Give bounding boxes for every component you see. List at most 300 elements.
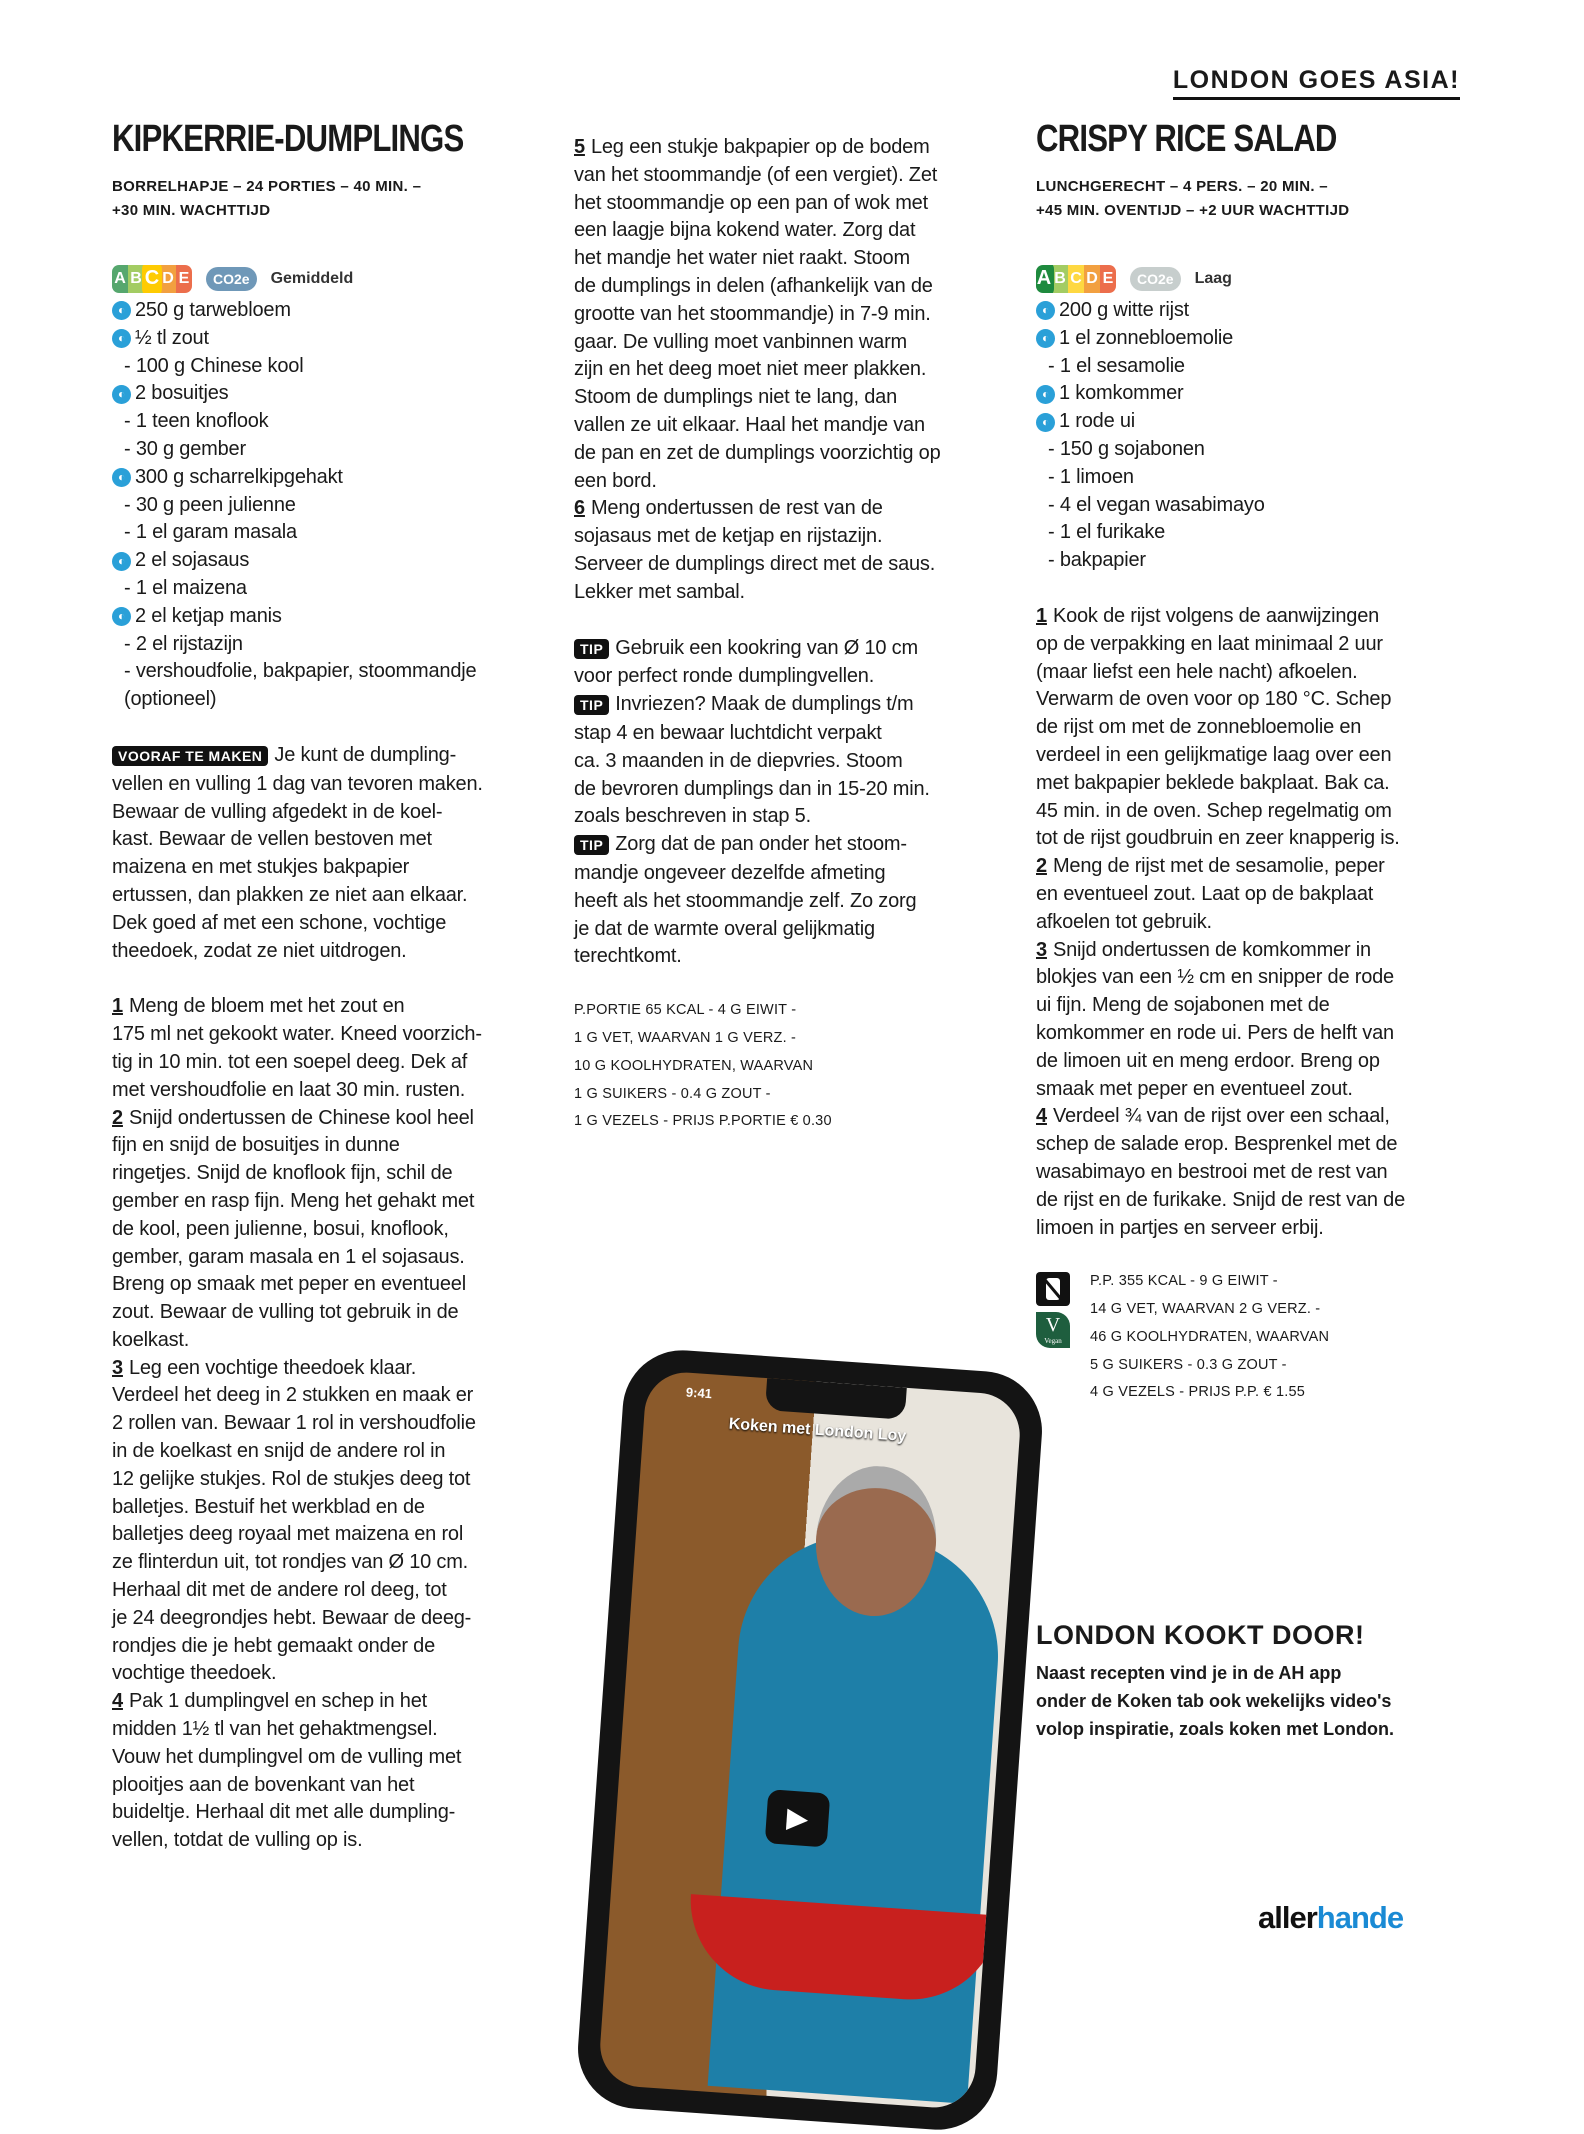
text-line <box>574 888 1014 916</box>
nutrition-info <box>574 997 1014 1136</box>
recipe-title: KIPKERRIE-DUMPLINGS <box>112 118 464 160</box>
line-text: en eventueel zout. Laat op de bakplaat <box>1036 882 1374 905</box>
text-line <box>112 1799 552 1827</box>
line-text: balletjes. Bestuif het werkblad en de <box>112 1495 425 1518</box>
line-text: komkommer en rode ui. Pers de helft van <box>1036 1021 1394 1044</box>
line-text: (maar liefst een hele nacht) afkoelen. <box>1036 660 1358 683</box>
text-line <box>112 1216 552 1244</box>
co2-cloud-icon: CO2e <box>206 267 257 291</box>
line-text: de rijst en de furikake. Snijd de rest van de <box>1036 1188 1405 1211</box>
co2-rating: Laag <box>1194 270 1232 287</box>
line-text: Zorg dat de pan onder het stoom- <box>615 833 907 856</box>
line-text: een laagje bijna kokend water. Zorg dat <box>574 219 916 242</box>
line-text: ringetjes. Snijd de knoflook fijn, schil de <box>112 1162 453 1185</box>
ingredient-item <box>1036 325 1476 353</box>
line-text: met vershoudfolie en laat 30 min. rusten. <box>112 1078 466 1101</box>
text-line <box>1036 714 1476 742</box>
text-line <box>112 1271 552 1299</box>
ingredient-item <box>112 547 552 575</box>
text-line <box>574 635 1014 664</box>
line-text: de dumplings in delen (afhankelijk van de <box>574 274 933 297</box>
allergen-icon: ◐ <box>112 301 131 320</box>
step-4 <box>1036 1103 1476 1242</box>
line-text: een bord. <box>574 469 657 492</box>
chef-photo <box>708 1527 1006 2104</box>
text-line <box>574 691 1014 720</box>
step-number: 6 <box>574 497 585 520</box>
text-line <box>112 1105 552 1133</box>
nutriscore-a: A <box>1036 265 1054 293</box>
text-line <box>112 1327 552 1355</box>
text-line <box>112 854 552 882</box>
line-text: 45 min. in de oven. Schep regelmatig om <box>1036 799 1392 822</box>
nutriscore-badge <box>112 265 192 293</box>
line-text: grootte van het stoommandje) in 7-9 min. <box>574 302 931 325</box>
nutrition-block <box>1036 1268 1476 1407</box>
step-3 <box>112 1355 552 1689</box>
line-text: stap 4 en bewaar luchtdicht verpakt <box>574 721 882 744</box>
text-line <box>1036 1159 1476 1187</box>
promo-block <box>1036 1620 1476 1743</box>
line-text: theedoek, zodat ze niet uitdrogen. <box>112 939 407 962</box>
phone-notch <box>765 1378 907 1420</box>
text-line: +45 MIN. OVENTIJD – +2 UUR WACHTTIJD <box>1036 202 1350 219</box>
line-text: gember en rasp fijn. Meng het gehakt met <box>112 1189 475 1212</box>
recipe-title: CRISPY RICE SALAD <box>1036 118 1337 160</box>
step-4 <box>112 1688 552 1855</box>
text-line <box>112 1438 552 1466</box>
text-line <box>112 1716 552 1744</box>
ingredient-item <box>112 492 552 520</box>
text-line <box>574 245 1014 273</box>
text-line: +30 MIN. WACHTTIJD <box>112 202 271 219</box>
text-line <box>574 663 1014 691</box>
text-line <box>1036 603 1476 631</box>
ingredient-item <box>1036 436 1476 464</box>
text-line <box>574 190 1014 218</box>
text-line <box>112 882 552 910</box>
text-line <box>1036 1187 1476 1215</box>
step-number: 5 <box>574 136 585 158</box>
line-text: zoals beschreven in stap 5. <box>574 805 811 828</box>
no-alcohol-icon <box>1036 1272 1070 1306</box>
step-6 <box>574 495 1014 606</box>
line-text: Invriezen? Maak de dumplings t/m <box>615 693 914 716</box>
text-line <box>1036 659 1476 687</box>
text-line <box>112 771 552 799</box>
line-text: vochtige theedoek. <box>112 1662 277 1685</box>
text-line <box>574 384 1014 412</box>
text-line <box>112 1633 552 1661</box>
text-line <box>112 826 552 854</box>
line-text: Verwarm de oven voor op 180 °C. Schep <box>1036 688 1392 711</box>
ingredient-text: - 30 g gember <box>124 437 246 460</box>
step-number: 2 <box>1036 855 1047 878</box>
text-line <box>112 1382 552 1410</box>
step-1 <box>1036 603 1476 853</box>
step-5 <box>574 134 1014 495</box>
text-line <box>574 273 1014 301</box>
allergen-icon: ◐ <box>112 607 131 626</box>
line-text: limoen in partjes en serveer erbij. <box>1036 1216 1324 1239</box>
text-line <box>112 910 552 938</box>
nutrition-info <box>1090 1268 1329 1407</box>
line-text: heeft als het stoommandje zelf. Zo zorg <box>574 889 917 912</box>
nutriscore-d: D <box>160 265 176 293</box>
line-text: Breng op smaak met peper en eventueel <box>112 1273 466 1296</box>
ingredient-text: 300 g scharrelkipgehakt <box>135 465 343 488</box>
text-line <box>574 329 1014 357</box>
text-line <box>574 860 1014 888</box>
line-text: ze flinterdun uit, tot rondjes van Ø 10 cm. <box>112 1551 469 1574</box>
text-line: 10 G KOOLHYDRATEN, WAARVAN <box>574 1057 814 1074</box>
ingredient-item <box>112 380 552 408</box>
ingredient-list <box>112 297 552 714</box>
ingredient-text: - 2 el rijstazijn <box>124 632 243 655</box>
line-text: Herhaal dit met de andere rol deeg, tot <box>112 1579 447 1602</box>
line-text: Kook de rijst volgens de aanwijzingen <box>1052 604 1380 627</box>
ingredient-item <box>112 603 552 631</box>
line-text: het stoommandje op een pan of wok met <box>574 191 928 214</box>
badges <box>112 261 552 297</box>
text-line <box>112 1355 552 1383</box>
ingredient-list <box>1036 297 1476 575</box>
line-text: Meng de rijst met de sesamolie, peper <box>1052 855 1385 878</box>
line-text: Dek goed af met een schone, vochtige <box>112 911 447 934</box>
text-line <box>574 495 1014 523</box>
text-line: 1 G VEZELS - PRIJS P.PORTIE € 0.30 <box>574 1113 832 1130</box>
text-line <box>574 943 1014 971</box>
ingredient-text: - bakpapier <box>1048 549 1146 572</box>
line-text: voor perfect ronde dumplingvellen. <box>574 665 875 688</box>
ingredient-text: - 1 el furikake <box>1048 521 1166 544</box>
text-line <box>112 1049 552 1077</box>
line-text: je dat de warmte overal gelijkmatig <box>574 917 875 940</box>
line-text: sojasaus met de ketjap en rijstazijn. <box>574 525 883 548</box>
text-line <box>1036 742 1476 770</box>
line-text: 2 rollen van. Bewaar 1 rol in vershoudfolie <box>112 1412 476 1435</box>
ingredient-item <box>112 631 552 659</box>
line-text: plooitjes aan de bovenkant van het <box>112 1773 415 1796</box>
line-text: ui fijn. Meng de sojabonen met de <box>1036 994 1330 1017</box>
line-text: vallen ze uit elkaar. Haal het mandje van <box>574 413 925 436</box>
line-text: Leg een vochtige theedoek klaar. <box>128 1356 417 1379</box>
text-line <box>1036 909 1476 937</box>
ingredient-text: - 1 el maizena <box>124 576 247 599</box>
text-line <box>112 1021 552 1049</box>
line-text: zijn en het deeg moet niet meer plakken. <box>574 358 927 381</box>
text-line: 46 G KOOLHYDRATEN, WAARVAN <box>1090 1328 1330 1345</box>
text-line: volop inspiratie, zoals koken met London. <box>1036 1719 1395 1739</box>
line-text: je 24 deegrondjes hebt. Bewaar de deeg- <box>112 1606 472 1629</box>
step-number: 1 <box>1036 604 1047 627</box>
line-text: rondjes die je hebt gemaakt onder de <box>112 1634 436 1657</box>
text-line: 14 G VET, WAARVAN 2 G VERZ. - <box>1090 1301 1321 1318</box>
ingredient-text: - 1 el sesamolie <box>1048 354 1185 377</box>
promo-title: LONDON KOOKT DOOR! <box>1036 1620 1365 1650</box>
allergen-icon: ◐ <box>112 468 131 487</box>
allergen-icon: ◐ <box>112 385 131 404</box>
text-line <box>1036 964 1476 992</box>
steps-list <box>1036 603 1476 1242</box>
nutriscore-b: B <box>128 265 144 293</box>
line-text: de limoen uit en meng erdoor. Breng op <box>1036 1049 1380 1072</box>
text-line <box>112 1744 552 1772</box>
line-text: Verdeel het deeg in 2 stukken en maak er <box>112 1384 474 1407</box>
text-line <box>574 440 1014 468</box>
line-text: balletjes deeg royaal met maizena en rol <box>112 1523 464 1546</box>
nutriscore-c: C <box>142 265 162 293</box>
line-text: Snijd ondertussen de komkommer in <box>1052 938 1371 961</box>
text-line <box>1036 881 1476 909</box>
ingredient-item <box>1036 519 1476 547</box>
line-text: de bevroren dumplings dan in 15-20 min. <box>574 777 930 800</box>
ingredient-item <box>1036 380 1476 408</box>
text-line: 4 G VEZELS - PRIJS P.P. € 1.55 <box>1090 1384 1306 1401</box>
prep-tag: VOORAF TE MAKEN <box>112 746 268 766</box>
line-text: 175 ml net gekookt water. Kneed voorzich- <box>112 1023 482 1046</box>
promo-text <box>1036 1659 1476 1743</box>
line-text: Gebruik een kookring van Ø 10 cm <box>615 636 918 659</box>
text-line: 5 G SUIKERS - 0.3 G ZOUT - <box>1090 1356 1287 1373</box>
text-line: 1 G VET, WAARVAN 1 G VERZ. - <box>574 1029 797 1046</box>
line-text: vellen, totdat de vulling op is. <box>112 1829 363 1852</box>
allergen-icon: ◐ <box>1036 385 1055 404</box>
tip-tag: TIP <box>574 695 609 715</box>
text-line: onder de Koken tab ook wekelijks video's <box>1036 1691 1392 1711</box>
text-line <box>1036 770 1476 798</box>
text-line <box>574 579 1014 607</box>
ingredient-text: - vershoudfolie, bakpapier, stoommandje <box>124 660 477 683</box>
text-line <box>112 1688 552 1716</box>
text-line <box>112 1577 552 1605</box>
text-line <box>1036 992 1476 1020</box>
ingredient-item <box>112 658 552 686</box>
recipe-kipkerrie-continued <box>574 134 1014 1136</box>
line-text: schep de salade erop. Besprenkel met de <box>1036 1133 1398 1156</box>
line-text: afkoelen tot gebruik. <box>1036 910 1212 933</box>
text-line <box>574 356 1014 384</box>
nutriscore-e: E <box>1100 265 1116 293</box>
section-title: LONDON GOES ASIA! <box>1173 66 1460 100</box>
text-line <box>1036 1020 1476 1048</box>
text-line <box>574 412 1014 440</box>
vegan-icon: V Vegan <box>1036 1312 1070 1348</box>
ingredient-text: - 30 g peen julienne <box>124 493 296 516</box>
text-line <box>112 1244 552 1272</box>
video-title: Koken met London Loy <box>728 1415 907 1445</box>
text-line <box>574 776 1014 804</box>
ingredient-text: ½ tl zout <box>135 326 209 349</box>
line-text: Leg een stukje bakpapier op de bodem <box>590 136 930 158</box>
step-number: 1 <box>112 995 123 1018</box>
nutriscore-b: B <box>1052 265 1068 293</box>
tip-tag: TIP <box>574 639 609 659</box>
recipe-meta <box>112 175 552 223</box>
allergen-icon: ◐ <box>112 552 131 571</box>
line-text: Je kunt de dumpling- <box>274 743 457 766</box>
step-number: 4 <box>1036 1105 1047 1128</box>
text-line <box>1036 937 1476 965</box>
tips-list <box>574 635 1014 972</box>
line-text: de pan en zet de dumplings voorzichtig op <box>574 441 941 464</box>
text-line: LUNCHGERECHT – 4 PERS. – 20 MIN. – <box>1036 178 1328 195</box>
line-text: tig in 10 min. tot een soepel deeg. Dek af <box>112 1050 468 1073</box>
tip-tag: TIP <box>574 835 609 855</box>
steps-list <box>112 993 552 1855</box>
ingredient-item <box>1036 492 1476 520</box>
ingredient-text: (optioneel) <box>124 688 217 711</box>
line-text: ca. 3 maanden in de diepvries. Stoom <box>574 749 903 772</box>
line-text: Serveer de dumplings direct met de saus. <box>574 552 936 575</box>
text-line <box>112 1132 552 1160</box>
text-line <box>112 1077 552 1105</box>
allergen-icon: ◐ <box>1036 301 1055 320</box>
line-text: vellen en vulling 1 dag van tevoren maken. <box>112 772 483 795</box>
step-1 <box>112 993 552 1104</box>
line-text: Pak 1 dumplingvel en schep in het <box>128 1690 427 1713</box>
ingredient-item <box>112 686 552 714</box>
ingredient-item <box>112 297 552 325</box>
text-line <box>574 523 1014 551</box>
line-text: fijn en snijd de bosuitjes in dunne <box>112 1134 400 1157</box>
text-line: P.P. 355 KCAL - 9 G EIWIT - <box>1090 1273 1278 1290</box>
text-line <box>574 468 1014 496</box>
recipe-meta <box>1036 175 1476 223</box>
ingredient-text: - 100 g Chinese kool <box>124 354 304 377</box>
ingredient-item <box>112 464 552 492</box>
line-text: de kool, peen julienne, bosui, knoflook, <box>112 1217 449 1240</box>
line-text: terechtkomt. <box>574 945 682 968</box>
allergen-icon: ◐ <box>112 329 131 348</box>
text-line <box>112 1494 552 1522</box>
text-line <box>1036 1076 1476 1104</box>
line-text: Meng de bloem met het zout en <box>128 995 405 1018</box>
ingredient-item <box>1036 408 1476 436</box>
text-line <box>1036 686 1476 714</box>
text-line <box>1036 798 1476 826</box>
line-text: Verdeel ¾ van de rijst over een schaal, <box>1052 1105 1390 1128</box>
text-line <box>112 742 552 771</box>
text-line <box>574 134 1014 162</box>
ingredient-text: 1 rode ui <box>1059 410 1136 433</box>
badges <box>1036 261 1476 297</box>
line-text: Stoom de dumplings niet te lang, dan <box>574 386 898 409</box>
line-text: ertussen, dan plakken ze niet aan elkaar. <box>112 883 468 906</box>
play-icon[interactable]: ▶ <box>765 1789 831 1847</box>
ingredient-text: 2 el ketjap manis <box>135 604 282 627</box>
step-number: 3 <box>1036 938 1047 961</box>
recipe-kipkerrie <box>112 118 552 1855</box>
ingredient-text: 2 el sojasaus <box>135 549 250 572</box>
nutriscore-badge <box>1036 265 1116 293</box>
text-line: P.PORTIE 65 KCAL - 4 G EIWIT - <box>574 1002 797 1019</box>
line-text: buideltje. Herhaal dit met alle dumpling- <box>112 1801 456 1824</box>
ingredient-text: 250 g tarwebloem <box>135 299 291 321</box>
text-line: Naast recepten vind je in de AH app <box>1036 1663 1342 1683</box>
line-text: in de koelkast en snijd de andere rol in <box>112 1440 446 1463</box>
ingredient-item <box>112 575 552 603</box>
nutriscore-d: D <box>1084 265 1100 293</box>
text-line <box>574 301 1014 329</box>
ingredient-text: 1 el zonnebloemolie <box>1059 326 1234 349</box>
line-text: op de verpakking en laat minimaal 2 uur <box>1036 632 1383 655</box>
text-line <box>574 916 1014 944</box>
steps-list <box>574 134 1014 607</box>
text-line <box>112 1188 552 1216</box>
nutriscore-c: C <box>1068 265 1084 293</box>
step-3 <box>1036 937 1476 1104</box>
text-line <box>112 1160 552 1188</box>
ingredient-text: 1 komkommer <box>1059 382 1184 405</box>
ingredient-item <box>112 353 552 381</box>
text-line <box>112 1521 552 1549</box>
co2-rating: Gemiddeld <box>270 270 354 287</box>
text-line: BORRELHAPJE – 24 PORTIES – 40 MIN. – <box>112 178 422 195</box>
line-text: het mandje het water niet raakt. Stoom <box>574 247 910 270</box>
step-number: 2 <box>112 1106 123 1129</box>
line-text: wasabimayo en bestrooi met de rest van <box>1036 1160 1388 1183</box>
line-text: smaak met peper en eventueel zout. <box>1036 1077 1353 1100</box>
nutriscore-a: A <box>112 265 128 293</box>
line-text: Lekker met sambal. <box>574 580 745 603</box>
text-line <box>1036 1131 1476 1159</box>
line-text: zout. Bewaar de vulling tot gebruik in de <box>112 1301 459 1324</box>
step-2 <box>112 1105 552 1355</box>
line-text: de rijst om met de zonnebloemolie en <box>1036 716 1362 739</box>
ingredient-item <box>1036 464 1476 492</box>
text-line <box>112 1605 552 1633</box>
line-text: verdeel in een gelijkmatige laag over een <box>1036 743 1392 766</box>
line-text: van het stoommandje (of een vergiet). Zet <box>574 163 938 186</box>
text-line <box>1036 825 1476 853</box>
video-screen[interactable] <box>597 1370 1022 2110</box>
text-line: 1 G SUIKERS - 0.4 G ZOUT - <box>574 1085 771 1102</box>
text-line <box>112 799 552 827</box>
ingredient-text: 200 g witte rijst <box>1059 299 1189 321</box>
text-line <box>112 1549 552 1577</box>
line-text: kast. Bewaar de vellen bestoven met <box>112 828 432 851</box>
text-line <box>112 1466 552 1494</box>
ingredient-text: 2 bosuitjes <box>135 382 229 405</box>
line-text: Bewaar de vulling afgedekt in de koel- <box>112 800 443 823</box>
ingredient-text: - 150 g sojabonen <box>1048 437 1205 460</box>
ingredient-item <box>1036 297 1476 325</box>
ingredient-item <box>1036 547 1476 575</box>
text-line <box>112 1299 552 1327</box>
status-time: 9:41 <box>685 1384 713 1402</box>
ingredient-text: - 1 el garam masala <box>124 521 297 544</box>
allerhande-logo: allerhande <box>1258 1900 1404 1935</box>
recipe-crispy-rice <box>1036 118 1476 1407</box>
line-text: gaar. De vulling moet vanbinnen warm <box>574 330 907 353</box>
text-line <box>574 831 1014 860</box>
text-line <box>1036 1048 1476 1076</box>
ingredient-item <box>112 519 552 547</box>
step-2 <box>1036 853 1476 936</box>
line-text: tot de rijst goudbruin en zeer knapperig is. <box>1036 827 1400 850</box>
ingredient-item <box>112 325 552 353</box>
text-line <box>574 720 1014 748</box>
text-line <box>1036 631 1476 659</box>
line-text: blokjes van een ½ cm en snipper de rode <box>1036 966 1394 989</box>
ingredient-text: - 1 teen knoflook <box>124 410 269 433</box>
line-text: Meng ondertussen de rest van de <box>590 497 883 520</box>
text-line <box>1036 1103 1476 1131</box>
line-text: mandje ongeveer dezelfde afmeting <box>574 861 886 884</box>
ingredient-item <box>112 436 552 464</box>
prep-note <box>112 742 552 965</box>
